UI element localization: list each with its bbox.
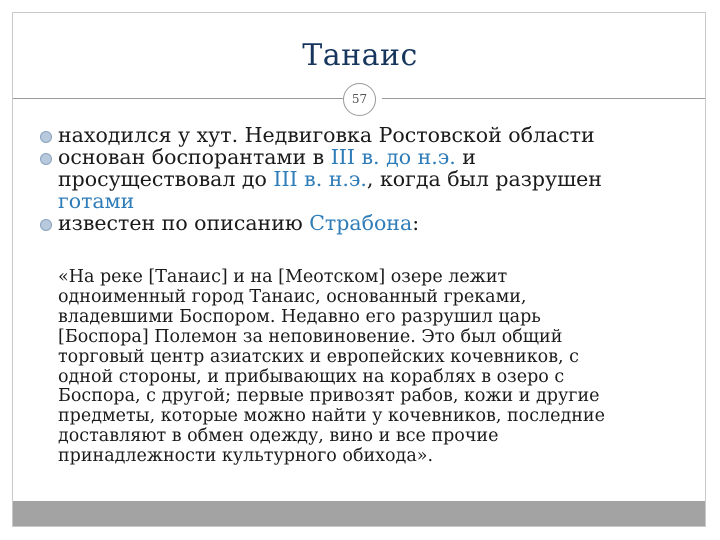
bullet-list <box>38 124 698 234</box>
title-divider-right <box>382 98 705 99</box>
highlight-strabo: Страбона <box>309 211 413 235</box>
slide-title: Танаис <box>302 38 418 73</box>
quote-line: «На реке [Танаис] и на [Меотском] озере лежит <box>58 267 508 287</box>
page-number-badge: 57 <box>343 83 376 116</box>
bullet-icon <box>40 153 52 165</box>
quote-line: одноименный город Танаис, основанный греками, <box>58 286 527 307</box>
quote-line: предметы, которые можно найти у кочевников, последние <box>58 406 605 427</box>
bullet-item-strabo <box>38 212 698 234</box>
quote-line: торговый центр азиатских и европейских кочевников, с <box>58 346 579 367</box>
bullet-text: известен по описанию Страбона: <box>58 211 420 235</box>
bullet-text: основан боспорантами в III в. до н.э. и просуществовал до III в. н.э., когда был разрушен готами <box>58 145 602 213</box>
strabo-quote <box>58 268 698 467</box>
bullet-text: находился у хут. Недвиговка Ростовской области <box>58 123 595 147</box>
bullet-item-founding <box>38 146 698 212</box>
quote-line: доставляют в обмен одежду, вино и все прочие <box>58 426 499 447</box>
highlight-date: III в. до н.э. <box>330 145 456 169</box>
title-divider-left <box>13 98 343 99</box>
footer-bar <box>13 501 705 526</box>
quote-line: одной стороны, и прибывающих на кораблях в озеро с <box>58 366 565 387</box>
highlight-goths: готами <box>58 189 135 213</box>
highlight-date: III в. н.э. <box>273 167 367 191</box>
quote-line: Боспора, с другой; первые привозят рабов, кожи и другие <box>58 386 600 407</box>
bullet-icon <box>40 219 52 231</box>
bullet-icon <box>40 131 52 143</box>
quote-line: владевшими Боспором. Недавно его разрушил царь <box>58 306 541 327</box>
quote-line: принадлежности культурного обихода». <box>58 446 434 467</box>
bullet-item-location <box>38 124 698 146</box>
quote-line: [Боспора] Полемон за неповиновение. Это был общий <box>58 326 563 347</box>
